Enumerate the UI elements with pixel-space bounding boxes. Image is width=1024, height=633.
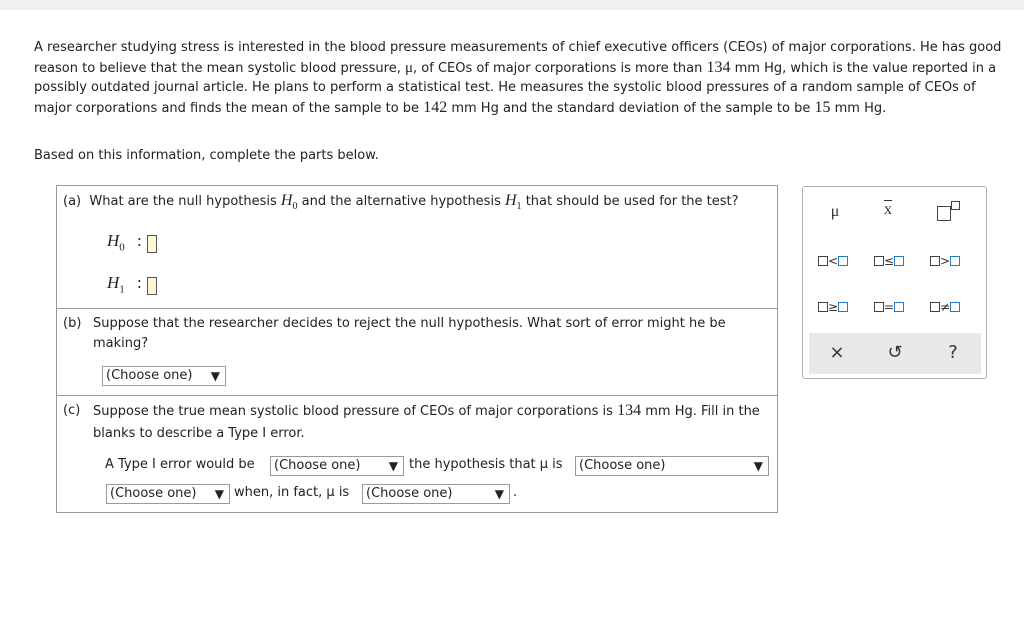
question-box <box>56 185 778 513</box>
xbar-button[interactable]: $\overline{x}$ <box>884 201 892 218</box>
part-c-select-4[interactable]: (Choose one) ▼ <box>362 484 510 504</box>
h1-label: $H_1$ <box>107 273 125 296</box>
part-c-question: (c) Suppose the true mean systolic blood pressure of CEOs of major corporations is 134 mm Hg. Fill in the blanks to describe a Type I error. <box>63 402 760 441</box>
part-c-select-1[interactable]: (Choose one) ▼ <box>270 456 404 476</box>
h1-answer-input[interactable] <box>147 277 157 295</box>
greater-than-button[interactable]: > <box>925 254 965 268</box>
palette-actions <box>809 333 981 374</box>
equal-button[interactable]: = <box>869 300 909 314</box>
top-bar <box>0 0 1024 10</box>
divider <box>57 395 777 396</box>
divider <box>57 308 777 309</box>
less-equal-button[interactable]: ≤ <box>869 254 909 268</box>
exponent-box-icon <box>951 201 960 210</box>
part-c-sentence-2: when, in fact, μ is <box>234 485 350 500</box>
part-a-question: (a) What are the null hypothesis $H_0$ and the alternative hypothesis $H_1$ that should be used for the test? <box>63 192 739 213</box>
instructions: Based on this information, complete the parts below. <box>34 148 379 163</box>
part-c-select-2[interactable]: (Choose one) ▼ <box>575 456 769 476</box>
sentence-period: . <box>513 485 518 500</box>
h0-answer-input[interactable] <box>147 235 157 253</box>
base-box-icon <box>937 206 951 221</box>
problem-statement: A researcher studying stress is interested in the blood pressure measurements of chief executive officers (CEOs) of major corporations. He has good reason to believe that the mean systolic blood pressure, μ, of CEOs of major corporations is more than 134 mm Hg, which is the value reported in a possibly outdated journal article. He plans to perform a statistical test. He measures the systolic blood pressures of a random sample of CEOs of major corporations and finds the mean of the sample to be 142 mm Hg and the standard deviation of the sample to be 15 mm Hg. <box>34 40 1002 116</box>
part-b-question: (b) Suppose that the researcher decides to reject the null hypothesis. What sort of error might he be making? <box>63 316 726 351</box>
mu-button[interactable]: μ <box>830 203 840 220</box>
h1-colon: : <box>137 273 142 292</box>
h0-colon: : <box>137 231 142 250</box>
math-palette <box>802 186 987 379</box>
part-c-select-3[interactable]: (Choose one) ▼ <box>106 484 230 504</box>
h0-label: $H_0$ <box>107 231 125 254</box>
not-equal-button[interactable]: ≠ <box>925 300 965 314</box>
superscript-button[interactable] <box>937 200 961 222</box>
undo-icon[interactable]: ↺ <box>887 342 903 363</box>
part-c-sentence-1b: the hypothesis that μ is <box>409 457 563 472</box>
help-icon[interactable]: ? <box>948 342 958 363</box>
part-c-sentence-1: A Type I error would be <box>105 457 255 472</box>
clear-icon[interactable]: × <box>829 342 845 363</box>
greater-equal-button[interactable]: ≥ <box>813 300 853 314</box>
less-than-button[interactable]: < <box>813 254 853 268</box>
part-b-select[interactable]: (Choose one) ▼ <box>102 366 226 386</box>
